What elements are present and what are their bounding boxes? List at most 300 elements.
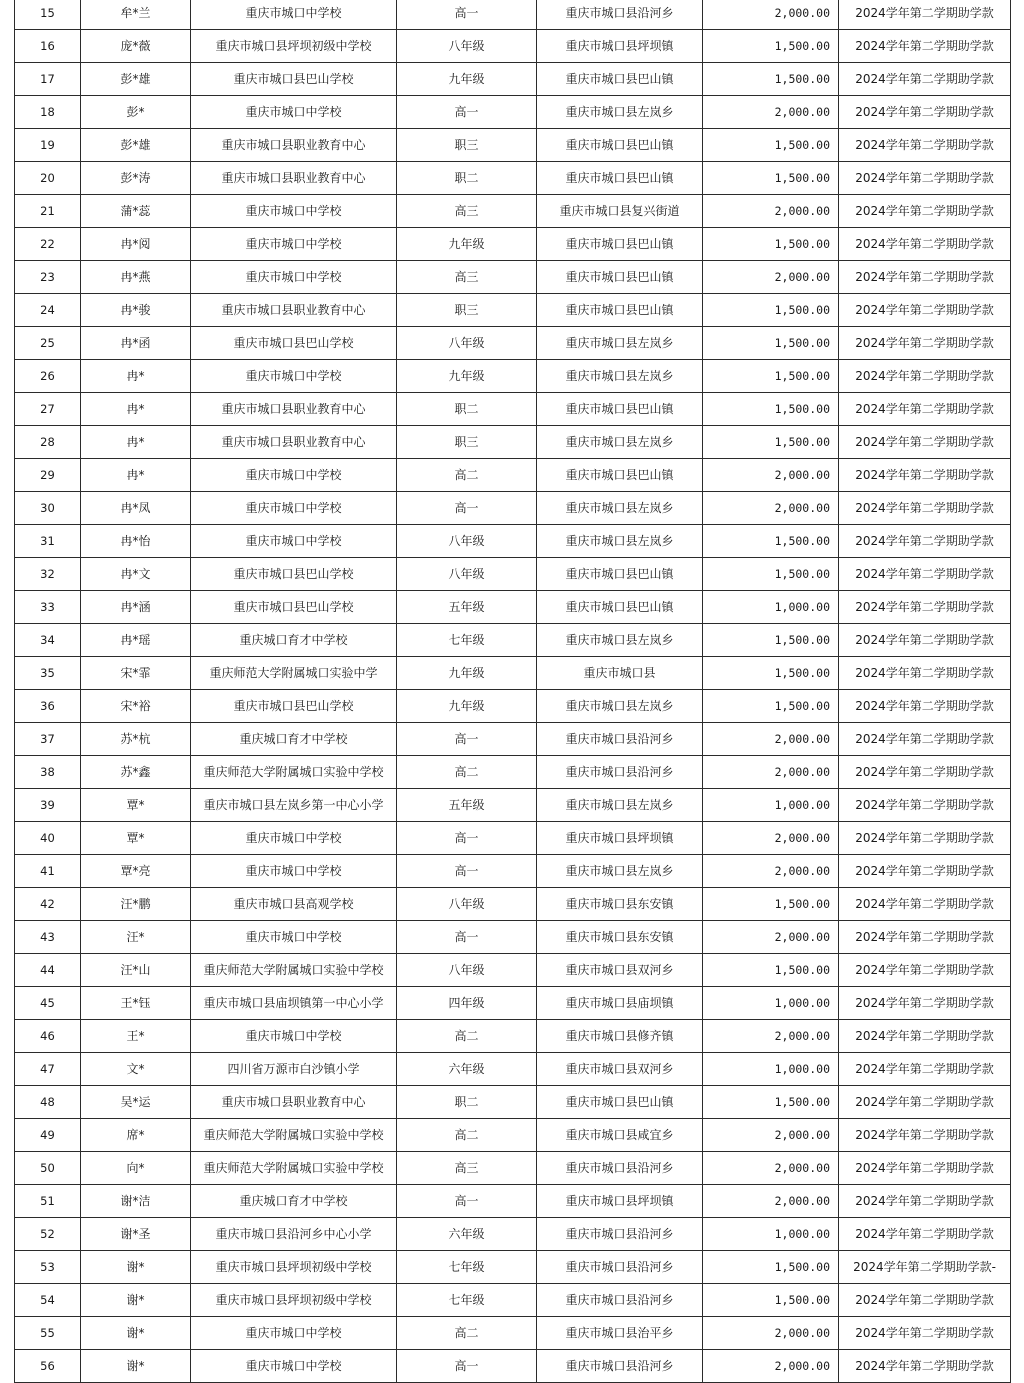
cell-amount: 1,000.00 — [703, 987, 839, 1020]
cell-grade: 职三 — [397, 129, 537, 162]
cell-amount: 2,000.00 — [703, 1152, 839, 1185]
cell-row-number: 44 — [15, 954, 81, 987]
cell-amount: 2,000.00 — [703, 855, 839, 888]
cell-grade: 七年级 — [397, 1251, 537, 1284]
cell-row-number: 24 — [15, 294, 81, 327]
cell-row-number: 50 — [15, 1152, 81, 1185]
table-row — [15, 525, 1011, 558]
table-row — [15, 888, 1011, 921]
cell-student-name: 牟*兰 — [81, 0, 191, 30]
cell-payment-note: 2024学年第二学期助学款 — [839, 855, 1011, 888]
cell-payment-note: 2024学年第二学期助学款 — [839, 1152, 1011, 1185]
table-row — [15, 294, 1011, 327]
cell-grade: 九年级 — [397, 657, 537, 690]
cell-row-number: 41 — [15, 855, 81, 888]
cell-student-name: 蒲*蕊 — [81, 195, 191, 228]
cell-row-number: 30 — [15, 492, 81, 525]
cell-row-number: 39 — [15, 789, 81, 822]
cell-row-number: 26 — [15, 360, 81, 393]
cell-student-name: 冉* — [81, 459, 191, 492]
cell-school: 重庆市城口县坪坝初级中学校 — [191, 30, 397, 63]
cell-row-number: 55 — [15, 1317, 81, 1350]
cell-row-number: 25 — [15, 327, 81, 360]
cell-payment-note: 2024学年第二学期助学款 — [839, 1284, 1011, 1317]
cell-school: 重庆师范大学附属城口实验中学校 — [191, 954, 397, 987]
cell-payment-note: 2024学年第二学期助学款 — [839, 1053, 1011, 1086]
cell-amount: 1,500.00 — [703, 888, 839, 921]
cell-school: 重庆城口育才中学校 — [191, 723, 397, 756]
cell-amount: 1,500.00 — [703, 558, 839, 591]
cell-amount: 1,500.00 — [703, 1284, 839, 1317]
table-row — [15, 492, 1011, 525]
cell-row-number: 53 — [15, 1251, 81, 1284]
cell-grade: 五年级 — [397, 789, 537, 822]
cell-grade: 九年级 — [397, 690, 537, 723]
cell-school: 重庆师范大学附属城口实验中学校 — [191, 1152, 397, 1185]
cell-amount: 2,000.00 — [703, 1350, 839, 1383]
cell-amount: 2,000.00 — [703, 1020, 839, 1053]
cell-amount: 1,500.00 — [703, 129, 839, 162]
cell-school: 重庆市城口县巴山学校 — [191, 591, 397, 624]
cell-payment-note: 2024学年第二学期助学款 — [839, 690, 1011, 723]
cell-student-name: 冉* — [81, 426, 191, 459]
cell-school: 重庆市城口县坪坝初级中学校 — [191, 1251, 397, 1284]
table-row — [15, 63, 1011, 96]
cell-row-number: 15 — [15, 0, 81, 30]
cell-amount: 1,500.00 — [703, 393, 839, 426]
cell-address: 重庆市城口县东安镇 — [537, 921, 703, 954]
cell-amount: 2,000.00 — [703, 1317, 839, 1350]
table-row — [15, 0, 1011, 30]
cell-address: 重庆市城口县巴山镇 — [537, 393, 703, 426]
cell-address: 重庆市城口县复兴街道 — [537, 195, 703, 228]
cell-student-name: 冉* — [81, 360, 191, 393]
cell-address: 重庆市城口县左岚乡 — [537, 690, 703, 723]
table-row — [15, 96, 1011, 129]
cell-row-number: 38 — [15, 756, 81, 789]
table-row — [15, 1119, 1011, 1152]
cell-school: 重庆市城口中学校 — [191, 921, 397, 954]
cell-grade: 八年级 — [397, 558, 537, 591]
cell-payment-note: 2024学年第二学期助学款 — [839, 30, 1011, 63]
cell-student-name: 谢* — [81, 1284, 191, 1317]
cell-payment-note: 2024学年第二学期助学款 — [839, 1350, 1011, 1383]
cell-grade: 高一 — [397, 855, 537, 888]
table-row — [15, 162, 1011, 195]
table-row — [15, 1317, 1011, 1350]
cell-grade: 高一 — [397, 0, 537, 30]
cell-amount: 1,500.00 — [703, 624, 839, 657]
cell-address: 重庆市城口县治平乡 — [537, 1317, 703, 1350]
cell-row-number: 23 — [15, 261, 81, 294]
cell-payment-note: 2024学年第二学期助学款 — [839, 1086, 1011, 1119]
cell-grade: 六年级 — [397, 1218, 537, 1251]
cell-student-name: 覃* — [81, 822, 191, 855]
table-row — [15, 1086, 1011, 1119]
cell-school: 重庆市城口县庙坝镇第一中心小学 — [191, 987, 397, 1020]
cell-payment-note: 2024学年第二学期助学款 — [839, 360, 1011, 393]
cell-student-name: 冉*文 — [81, 558, 191, 591]
cell-payment-note: 2024学年第二学期助学款 — [839, 228, 1011, 261]
cell-payment-note: 2024学年第二学期助学款 — [839, 888, 1011, 921]
cell-grade: 四年级 — [397, 987, 537, 1020]
table-row — [15, 30, 1011, 63]
cell-amount: 2,000.00 — [703, 492, 839, 525]
table-row — [15, 756, 1011, 789]
cell-amount: 1,500.00 — [703, 1086, 839, 1119]
cell-school: 重庆市城口中学校 — [191, 855, 397, 888]
table-row — [15, 558, 1011, 591]
cell-amount: 2,000.00 — [703, 1119, 839, 1152]
cell-amount: 2,000.00 — [703, 195, 839, 228]
cell-grade: 高二 — [397, 1119, 537, 1152]
cell-address: 重庆市城口县左岚乡 — [537, 426, 703, 459]
cell-amount: 1,500.00 — [703, 657, 839, 690]
cell-amount: 2,000.00 — [703, 756, 839, 789]
cell-amount: 1,500.00 — [703, 954, 839, 987]
cell-row-number: 51 — [15, 1185, 81, 1218]
cell-payment-note: 2024学年第二学期助学款 — [839, 591, 1011, 624]
cell-payment-note: 2024学年第二学期助学款 — [839, 624, 1011, 657]
cell-payment-note: 2024学年第二学期助学款 — [839, 987, 1011, 1020]
cell-student-name: 冉*阅 — [81, 228, 191, 261]
cell-address: 重庆市城口县沿河乡 — [537, 756, 703, 789]
table-row — [15, 1053, 1011, 1086]
cell-grade: 职二 — [397, 1086, 537, 1119]
cell-school: 重庆城口育才中学校 — [191, 1185, 397, 1218]
table-body — [15, 0, 1011, 1383]
cell-grade: 高三 — [397, 261, 537, 294]
cell-address: 重庆市城口县巴山镇 — [537, 162, 703, 195]
cell-address: 重庆市城口县巴山镇 — [537, 294, 703, 327]
table-row — [15, 426, 1011, 459]
table-row — [15, 954, 1011, 987]
cell-address: 重庆市城口县巴山镇 — [537, 261, 703, 294]
cell-grade: 高一 — [397, 1350, 537, 1383]
cell-student-name: 吴*运 — [81, 1086, 191, 1119]
table-row — [15, 1350, 1011, 1383]
table-row — [15, 624, 1011, 657]
cell-row-number: 56 — [15, 1350, 81, 1383]
cell-address: 重庆市城口县左岚乡 — [537, 525, 703, 558]
cell-amount: 1,000.00 — [703, 591, 839, 624]
cell-student-name: 冉*瑶 — [81, 624, 191, 657]
cell-payment-note: 2024学年第二学期助学款 — [839, 1185, 1011, 1218]
cell-payment-note: 2024学年第二学期助学款 — [839, 294, 1011, 327]
cell-amount: 1,500.00 — [703, 360, 839, 393]
cell-row-number: 37 — [15, 723, 81, 756]
cell-payment-note: 2024学年第二学期助学款 — [839, 756, 1011, 789]
table-row — [15, 1251, 1011, 1284]
cell-student-name: 谢*洁 — [81, 1185, 191, 1218]
table-row — [15, 1218, 1011, 1251]
cell-school: 重庆市城口县职业教育中心 — [191, 294, 397, 327]
cell-student-name: 彭*雄 — [81, 63, 191, 96]
cell-payment-note: 2024学年第二学期助学款 — [839, 327, 1011, 360]
cell-payment-note: 2024学年第二学期助学款 — [839, 162, 1011, 195]
cell-grade: 八年级 — [397, 954, 537, 987]
cell-payment-note: 2024学年第二学期助学款 — [839, 954, 1011, 987]
cell-school: 重庆市城口县巴山学校 — [191, 690, 397, 723]
cell-school: 重庆市城口中学校 — [191, 1317, 397, 1350]
donation-table — [14, 0, 1011, 1383]
cell-school: 重庆市城口中学校 — [191, 1350, 397, 1383]
cell-amount: 2,000.00 — [703, 0, 839, 30]
cell-grade: 九年级 — [397, 360, 537, 393]
table-row — [15, 1152, 1011, 1185]
table-row — [15, 228, 1011, 261]
cell-school: 重庆市城口中学校 — [191, 459, 397, 492]
cell-school: 重庆市城口中学校 — [191, 822, 397, 855]
cell-payment-note: 2024学年第二学期助学款 — [839, 96, 1011, 129]
cell-address: 重庆市城口县沿河乡 — [537, 0, 703, 30]
cell-row-number: 20 — [15, 162, 81, 195]
cell-address: 重庆市城口县沿河乡 — [537, 1284, 703, 1317]
cell-student-name: 席* — [81, 1119, 191, 1152]
cell-grade: 九年级 — [397, 228, 537, 261]
cell-payment-note: 2024学年第二学期助学款 — [839, 525, 1011, 558]
cell-row-number: 16 — [15, 30, 81, 63]
table-row — [15, 261, 1011, 294]
cell-student-name: 冉*涵 — [81, 591, 191, 624]
cell-amount: 2,000.00 — [703, 1185, 839, 1218]
cell-school: 重庆市城口中学校 — [191, 228, 397, 261]
table-row — [15, 195, 1011, 228]
cell-student-name: 谢*圣 — [81, 1218, 191, 1251]
cell-row-number: 43 — [15, 921, 81, 954]
cell-payment-note: 2024学年第二学期助学款 — [839, 1218, 1011, 1251]
cell-grade: 高二 — [397, 459, 537, 492]
table-row — [15, 657, 1011, 690]
cell-address: 重庆市城口县坪坝镇 — [537, 30, 703, 63]
cell-school: 重庆市城口中学校 — [191, 1020, 397, 1053]
cell-school: 重庆市城口县巴山学校 — [191, 63, 397, 96]
cell-address: 重庆市城口县巴山镇 — [537, 129, 703, 162]
cell-school: 重庆市城口中学校 — [191, 0, 397, 30]
cell-grade: 高一 — [397, 492, 537, 525]
cell-payment-note: 2024学年第二学期助学款 — [839, 261, 1011, 294]
cell-amount: 1,500.00 — [703, 525, 839, 558]
cell-row-number: 28 — [15, 426, 81, 459]
cell-student-name: 冉* — [81, 393, 191, 426]
table-row — [15, 723, 1011, 756]
cell-address: 重庆市城口县双河乡 — [537, 954, 703, 987]
cell-payment-note: 2024学年第二学期助学款 — [839, 921, 1011, 954]
cell-grade: 高一 — [397, 921, 537, 954]
cell-grade: 职二 — [397, 393, 537, 426]
cell-row-number: 47 — [15, 1053, 81, 1086]
cell-row-number: 45 — [15, 987, 81, 1020]
donation-list-sheet — [14, 0, 1010, 1383]
cell-row-number: 40 — [15, 822, 81, 855]
cell-grade: 高二 — [397, 1317, 537, 1350]
table-row — [15, 360, 1011, 393]
cell-payment-note: 2024学年第二学期助学款 — [839, 789, 1011, 822]
cell-grade: 八年级 — [397, 525, 537, 558]
table-row — [15, 129, 1011, 162]
cell-address: 重庆市城口县东安镇 — [537, 888, 703, 921]
table-row — [15, 855, 1011, 888]
cell-grade: 八年级 — [397, 888, 537, 921]
cell-row-number: 19 — [15, 129, 81, 162]
cell-student-name: 宋*霏 — [81, 657, 191, 690]
cell-row-number: 27 — [15, 393, 81, 426]
table-row — [15, 1284, 1011, 1317]
cell-payment-note: 2024学年第二学期助学款 — [839, 426, 1011, 459]
cell-grade: 六年级 — [397, 1053, 537, 1086]
cell-address: 重庆市城口县巴山镇 — [537, 228, 703, 261]
cell-student-name: 王* — [81, 1020, 191, 1053]
cell-school: 重庆市城口县职业教育中心 — [191, 1086, 397, 1119]
cell-address: 重庆市城口县坪坝镇 — [537, 1185, 703, 1218]
cell-address: 重庆市城口县咸宜乡 — [537, 1119, 703, 1152]
cell-address: 重庆市城口县沿河乡 — [537, 1218, 703, 1251]
cell-grade: 职二 — [397, 162, 537, 195]
cell-payment-note: 2024学年第二学期助学款 — [839, 0, 1011, 30]
cell-payment-note: 2024学年第二学期助学款 — [839, 195, 1011, 228]
cell-school: 重庆市城口中学校 — [191, 525, 397, 558]
cell-address: 重庆市城口县巴山镇 — [537, 1086, 703, 1119]
cell-payment-note: 2024学年第二学期助学款 — [839, 492, 1011, 525]
cell-address: 重庆市城口县双河乡 — [537, 1053, 703, 1086]
cell-grade: 八年级 — [397, 327, 537, 360]
cell-school: 重庆市城口中学校 — [191, 96, 397, 129]
cell-row-number: 22 — [15, 228, 81, 261]
cell-student-name: 冉*怡 — [81, 525, 191, 558]
cell-row-number: 34 — [15, 624, 81, 657]
cell-school: 重庆市城口中学校 — [191, 492, 397, 525]
cell-amount: 2,000.00 — [703, 459, 839, 492]
cell-school: 重庆市城口县高观学校 — [191, 888, 397, 921]
cell-row-number: 42 — [15, 888, 81, 921]
cell-amount: 1,000.00 — [703, 789, 839, 822]
cell-school: 重庆师范大学附属城口实验中学校 — [191, 756, 397, 789]
cell-grade: 高三 — [397, 1152, 537, 1185]
cell-student-name: 彭*雄 — [81, 129, 191, 162]
cell-amount: 1,500.00 — [703, 162, 839, 195]
cell-amount: 2,000.00 — [703, 261, 839, 294]
table-row — [15, 393, 1011, 426]
cell-grade: 高一 — [397, 1185, 537, 1218]
cell-row-number: 29 — [15, 459, 81, 492]
cell-row-number: 46 — [15, 1020, 81, 1053]
cell-payment-note: 2024学年第二学期助学款 — [839, 1317, 1011, 1350]
cell-school: 四川省万源市白沙镇小学 — [191, 1053, 397, 1086]
cell-payment-note: 2024学年第二学期助学款 — [839, 129, 1011, 162]
cell-row-number: 35 — [15, 657, 81, 690]
cell-student-name: 文* — [81, 1053, 191, 1086]
cell-row-number: 48 — [15, 1086, 81, 1119]
cell-student-name: 冉*骏 — [81, 294, 191, 327]
cell-row-number: 49 — [15, 1119, 81, 1152]
cell-amount: 1,500.00 — [703, 426, 839, 459]
cell-address: 重庆市城口县坪坝镇 — [537, 822, 703, 855]
table-row — [15, 789, 1011, 822]
cell-payment-note: 2024学年第二学期助学款 — [839, 1119, 1011, 1152]
cell-payment-note: 2024学年第二学期助学款 — [839, 393, 1011, 426]
cell-row-number: 36 — [15, 690, 81, 723]
cell-row-number: 33 — [15, 591, 81, 624]
cell-amount: 2,000.00 — [703, 921, 839, 954]
cell-grade: 七年级 — [397, 1284, 537, 1317]
cell-school: 重庆市城口中学校 — [191, 261, 397, 294]
cell-address: 重庆市城口县巴山镇 — [537, 459, 703, 492]
cell-address: 重庆市城口县左岚乡 — [537, 789, 703, 822]
cell-amount: 1,000.00 — [703, 1053, 839, 1086]
cell-amount: 2,000.00 — [703, 96, 839, 129]
table-row — [15, 459, 1011, 492]
cell-address: 重庆市城口县左岚乡 — [537, 492, 703, 525]
cell-student-name: 王*钰 — [81, 987, 191, 1020]
cell-payment-note: 2024学年第二学期助学款 — [839, 63, 1011, 96]
cell-address: 重庆市城口县 — [537, 657, 703, 690]
cell-school: 重庆师范大学附属城口实验中学校 — [191, 1119, 397, 1152]
cell-student-name: 汪* — [81, 921, 191, 954]
cell-grade: 高一 — [397, 723, 537, 756]
cell-amount: 1,500.00 — [703, 1251, 839, 1284]
cell-school: 重庆城口育才中学校 — [191, 624, 397, 657]
cell-address: 重庆市城口县沿河乡 — [537, 1152, 703, 1185]
table-row — [15, 1020, 1011, 1053]
cell-payment-note: 2024学年第二学期助学款 — [839, 1020, 1011, 1053]
cell-amount: 1,500.00 — [703, 228, 839, 261]
cell-grade: 九年级 — [397, 63, 537, 96]
cell-school: 重庆市城口县职业教育中心 — [191, 162, 397, 195]
cell-row-number: 17 — [15, 63, 81, 96]
cell-student-name: 谢* — [81, 1317, 191, 1350]
cell-student-name: 汪*山 — [81, 954, 191, 987]
cell-amount: 1,500.00 — [703, 294, 839, 327]
cell-address: 重庆市城口县左岚乡 — [537, 624, 703, 657]
cell-address: 重庆市城口县庙坝镇 — [537, 987, 703, 1020]
cell-student-name: 苏*鑫 — [81, 756, 191, 789]
cell-row-number: 18 — [15, 96, 81, 129]
cell-payment-note: 2024学年第二学期助学款 — [839, 657, 1011, 690]
cell-address: 重庆市城口县巴山镇 — [537, 63, 703, 96]
cell-school: 重庆市城口县职业教育中心 — [191, 393, 397, 426]
cell-school: 重庆市城口县职业教育中心 — [191, 426, 397, 459]
cell-address: 重庆市城口县沿河乡 — [537, 1251, 703, 1284]
table-row — [15, 987, 1011, 1020]
cell-student-name: 彭*涛 — [81, 162, 191, 195]
cell-address: 重庆市城口县沿河乡 — [537, 723, 703, 756]
cell-student-name: 冉*函 — [81, 327, 191, 360]
cell-grade: 七年级 — [397, 624, 537, 657]
cell-grade: 职三 — [397, 294, 537, 327]
cell-student-name: 宋*裕 — [81, 690, 191, 723]
cell-amount: 1,500.00 — [703, 327, 839, 360]
cell-address: 重庆市城口县左岚乡 — [537, 327, 703, 360]
cell-amount: 2,000.00 — [703, 723, 839, 756]
cell-payment-note: 2024学年第二学期助学款 — [839, 558, 1011, 591]
table-row — [15, 1185, 1011, 1218]
cell-address: 重庆市城口县左岚乡 — [537, 360, 703, 393]
cell-grade: 高二 — [397, 1020, 537, 1053]
cell-amount: 2,000.00 — [703, 822, 839, 855]
cell-payment-note: 2024学年第二学期助学款 — [839, 822, 1011, 855]
cell-grade: 职三 — [397, 426, 537, 459]
cell-student-name: 覃*亮 — [81, 855, 191, 888]
cell-grade: 高一 — [397, 822, 537, 855]
cell-school: 重庆市城口县左岚乡第一中心小学 — [191, 789, 397, 822]
cell-amount: 1,000.00 — [703, 1218, 839, 1251]
cell-amount: 1,500.00 — [703, 63, 839, 96]
cell-student-name: 谢* — [81, 1350, 191, 1383]
cell-address: 重庆市城口县左岚乡 — [537, 96, 703, 129]
cell-grade: 五年级 — [397, 591, 537, 624]
cell-address: 重庆市城口县沿河乡 — [537, 1350, 703, 1383]
cell-school: 重庆市城口中学校 — [191, 195, 397, 228]
